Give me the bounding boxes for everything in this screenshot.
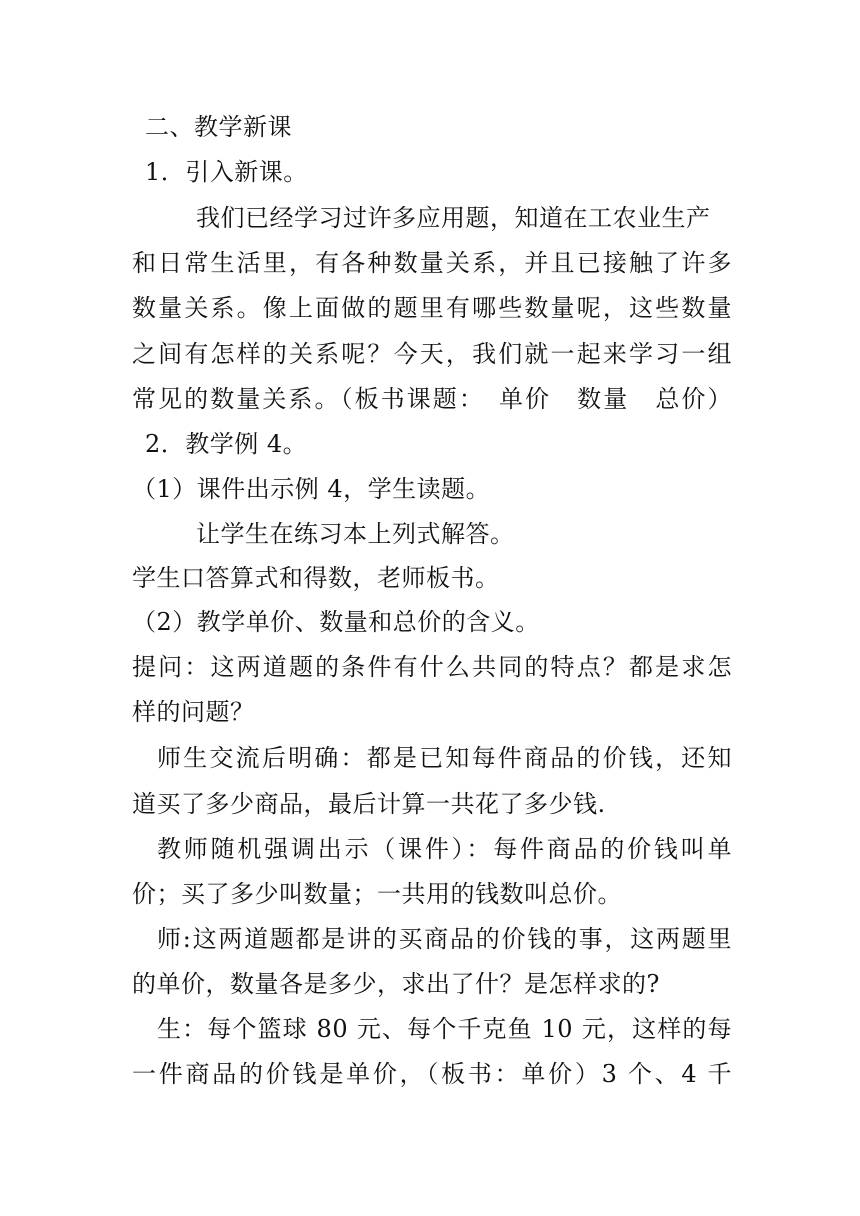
paragraph-line: 教师随机强调出示（课件）：每件商品的价钱叫单 bbox=[157, 835, 732, 863]
paragraph-line: 一件商品的价钱是单价，（板书：单价）3 个、4 千 bbox=[132, 1060, 732, 1088]
paragraph-line: 之间有怎样的关系呢？今天，我们就一起来学习一组 bbox=[132, 340, 732, 368]
paragraph-line: 让学生在练习本上列式解答。 bbox=[196, 520, 515, 548]
paragraph-line: （1）课件出示例 4，学生读题。 bbox=[132, 475, 491, 503]
paragraph-line: 的单价，数量各是多少，求出了什？是怎样求的? bbox=[132, 970, 660, 998]
subsection-heading: 2．教学例 4。 bbox=[145, 430, 308, 458]
paragraph-line: 我们已经学习过许多应用题，知道在工农业生产 bbox=[196, 204, 711, 232]
paragraph-line: 师:这两道题都是讲的买商品的价钱的事，这两题里 bbox=[157, 925, 732, 953]
paragraph-line: 样的问题？ bbox=[132, 698, 255, 726]
paragraph-line: 学生口答算式和得数，老师板书。 bbox=[132, 564, 500, 592]
paragraph-line: 数量关系。像上面做的题里有哪些数量呢，这些数量 bbox=[132, 294, 732, 322]
paragraph-line: 师生交流后明确：都是已知每件商品的价钱，还知 bbox=[157, 744, 732, 772]
paragraph-line: 生：每个篮球 80 元、每个千克鱼 10 元，这样的每 bbox=[157, 1015, 732, 1043]
paragraph-line: 和日常生活里，有各种数量关系，并且已接触了许多 bbox=[132, 249, 732, 277]
paragraph-line: 提问：这两道题的条件有什么共同的特点？都是求怎 bbox=[132, 653, 732, 681]
section-heading: 二、教学新课 bbox=[145, 113, 292, 141]
paragraph-line: 常见的数量关系。（板书课题： 单价 数量 总价） bbox=[132, 385, 732, 413]
paragraph-line: （2）教学单价、数量和总价的含义。 bbox=[132, 608, 540, 636]
paragraph-line: 道买了多少商品，最后计算一共花了多少钱. bbox=[132, 790, 606, 818]
subsection-heading: 1．引入新课。 bbox=[145, 158, 308, 186]
paragraph-line: 价；买了多少叫数量；一共用的钱数叫总价。 bbox=[132, 880, 622, 908]
